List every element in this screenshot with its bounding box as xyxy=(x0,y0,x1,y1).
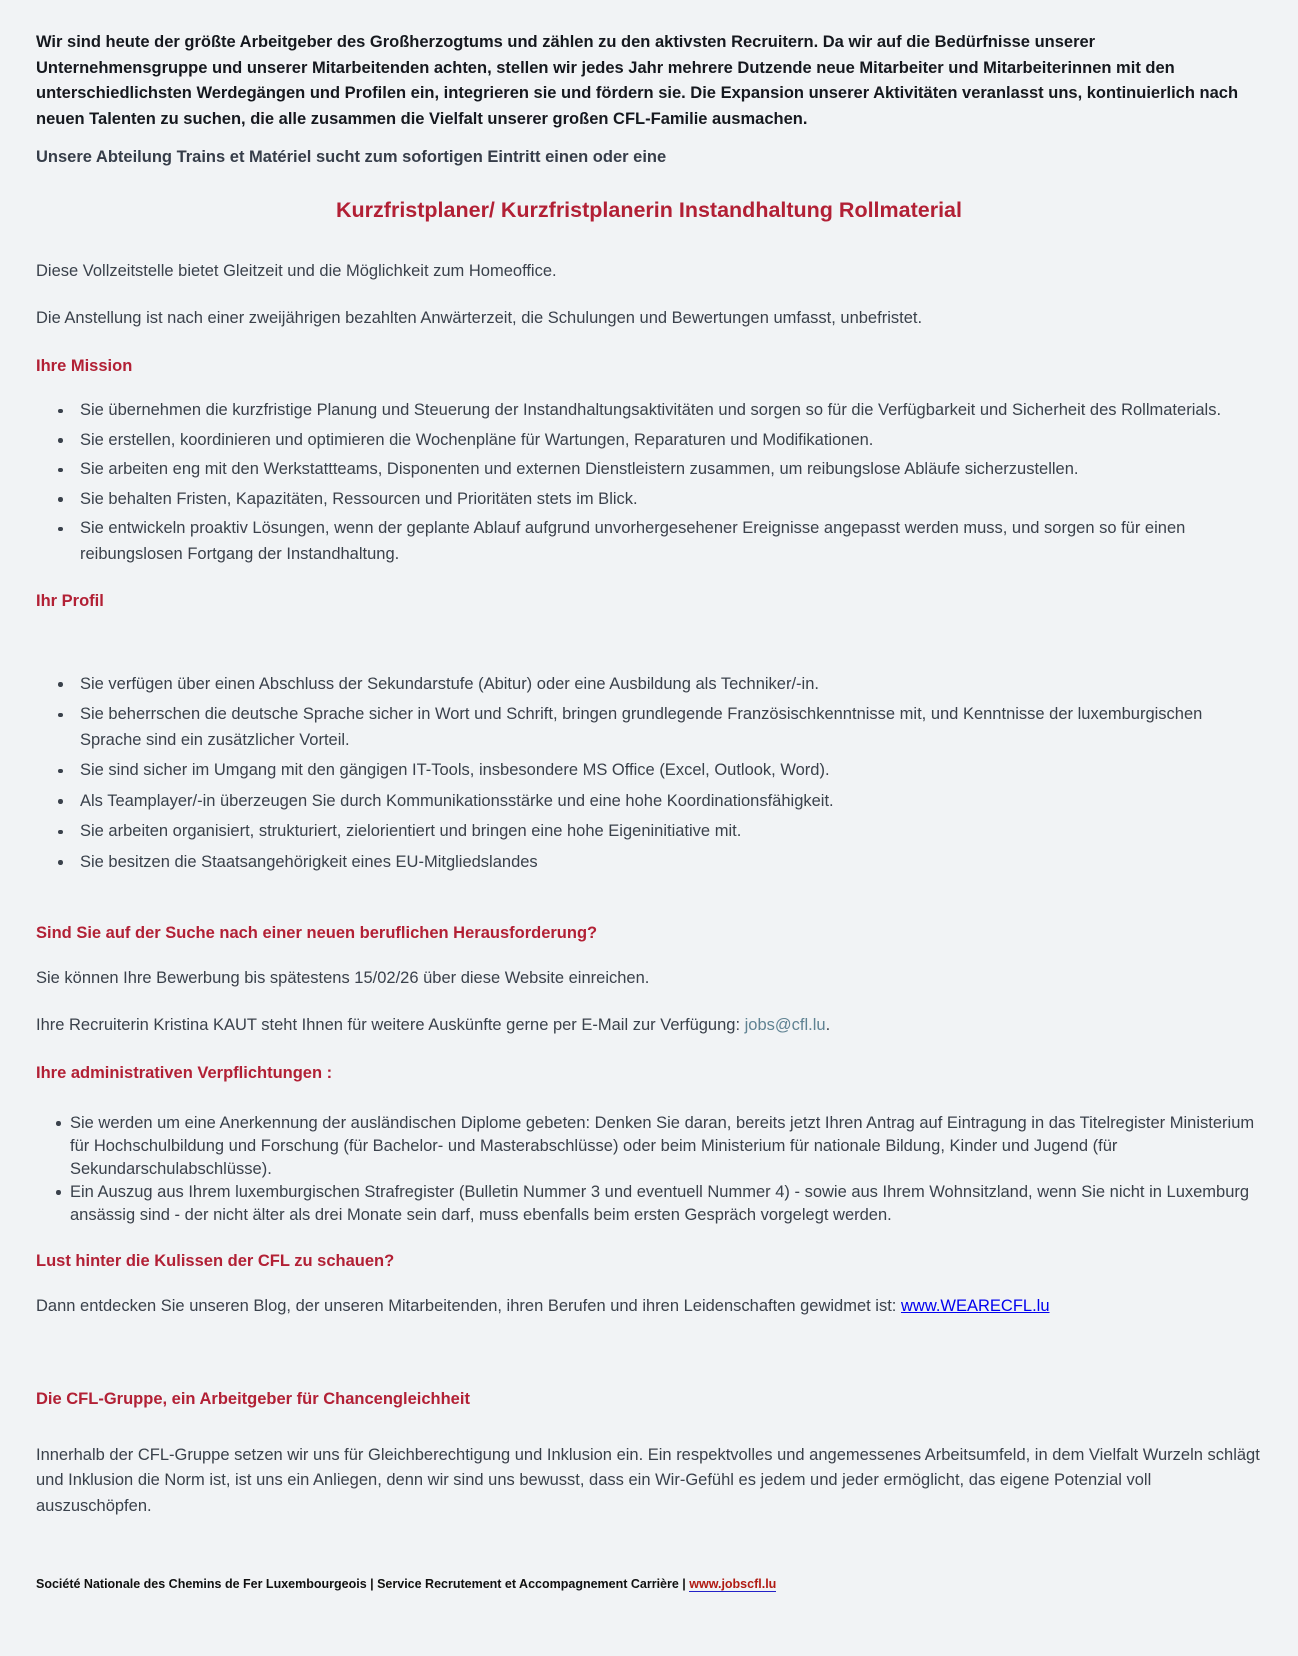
list-item: Sie entwickeln proaktiv Lösungen, wenn der geplante Ablauf aufgrund unvorhergesehener Ereignisse angepasst werden muss, und sorgen so für einen reibungslosen Fortgang der Instandhaltung. xyxy=(36,516,1262,567)
list-item: Sie besitzen die Staatsangehörigkeit eines EU-Mitgliedslandes xyxy=(36,850,1262,876)
email-link[interactable]: jobs@cfl.lu xyxy=(744,1016,826,1034)
list-item: Sie übernehmen die kurzfristige Planung und Steuerung der Instandhaltungsaktivitäten und sorgen so für die Verfügbarkeit und Sicherheit des Rollmaterials. xyxy=(36,398,1262,424)
recruiter-paragraph xyxy=(36,1013,1262,1039)
employment-paragraph: Die Anstellung ist nach einer zweijährigen bezahlten Anwärterzeit, die Schulungen und Bewertungen umfasst, unbefristet. xyxy=(36,309,923,327)
list-item: Sie werden um eine Anerkennung der ausländischen Diplome gebeten: Denken Sie daran, bereits jetzt Ihren Antrag auf Eintragung in das Titelregister Ministerium für Hochschulbildung und Forschung (für Bachelor- und Masterabschlüsse) oder beim Ministerium für nationale Bildung, Kinder und Jugend (für Sekundarschulabschlüsse). xyxy=(36,1112,1262,1181)
department-line: Unsere Abteilung Trains et Matériel sucht zum sofortigen Eintritt einen oder eine xyxy=(36,148,667,166)
intro-paragraph: Wir sind heute der größte Arbeitgeber des Großherzogtums und zählen zu den aktivsten Recruitern. Da wir auf die Bedürfnisse unserer Unternehmensgruppe und unserer Mitarbeitenden achten, stellen wir jedes Jahr mehrere Dutzende neue Mitarbeiter und Mitarbeiterinnen mit den unterschiedlichsten Werdegängen und Profilen ein, integrieren sie und fördern sie. Die Expansion unserer Aktivitäten veranlasst uns, kontinuierlich nach neuen Talenten zu suchen, die alle zusammen die Vielfalt unserer großen CFL-Familie ausmachen. xyxy=(36,33,1239,128)
list-item: Sie arbeiten organisiert, strukturiert, zielorientiert und bringen eine hohe Eigeninitiative mit. xyxy=(36,819,1262,845)
profile-list xyxy=(36,672,1262,876)
deadline-paragraph: Sie können Ihre Bewerbung bis spätestens 15/02/26 über diese Website einreichen. xyxy=(36,968,650,987)
list-item: Sie beherrschen die deutsche Sprache sicher in Wort und Schrift, bringen grundlegende Französischkenntnisse mit, und Kenntnisse der luxemburgischen Sprache sind ein zusätzlicher Vorteil. xyxy=(36,702,1262,753)
admin-list xyxy=(36,1112,1262,1227)
list-item: Sie behalten Fristen, Kapazitäten, Ressourcen und Prioritäten stets im Blick. xyxy=(36,487,1262,513)
admin-heading: Ihre administrativen Verpflichtungen : xyxy=(36,1063,333,1082)
blog-link[interactable]: www.WEARECFL.lu xyxy=(900,1296,1050,1315)
recruiter-period: . xyxy=(825,1016,831,1034)
list-item: Sie erstellen, koordinieren und optimieren die Wochenpläne für Wartungen, Reparaturen und Modifikationen. xyxy=(36,428,1262,454)
footer-jobs-link[interactable]: www.jobscfl.lu xyxy=(689,1577,777,1591)
job-title: Kurzfristplaner/ Kurzfristplanerin Instandhaltung Rollmaterial xyxy=(336,197,962,222)
list-item: Sie sind sicher im Umgang mit den gängigen IT-Tools, insbesondere MS Office (Excel, Outlook, Word). xyxy=(36,758,1262,784)
blog-heading: Lust hinter die Kulissen der CFL zu schauen? xyxy=(36,1252,395,1270)
profile-heading: Ihr Profil xyxy=(36,592,104,610)
list-item: Ein Auszug aus Ihrem luxemburgischen Strafregister (Bulletin Nummer 3 und eventuell Nummer 4) - sowie aus Ihrem Wohnsitzland, wenn Sie nicht in Luxemburg ansässig sind - der nicht älter als drei Monate sein darf, muss ebenfalls beim ersten Gespräch vorgelegt werden. xyxy=(36,1181,1262,1227)
list-item: Sie arbeiten eng mit den Werkstattteams, Disponenten und externen Dienstleistern zusammen, um reibungslose Abläufe sicherzustellen. xyxy=(36,457,1262,483)
mission-heading: Ihre Mission xyxy=(36,356,133,375)
recruiter-text: Ihre Recruiterin Kristina KAUT steht Ihnen für weitere Auskünfte gerne per E-Mail zur Verfügung: xyxy=(36,1016,745,1034)
equality-paragraph: Innerhalb der CFL-Gruppe setzen wir uns für Gleichberechtigung und Inklusion ein. Ein respektvolles und angemessenes Arbeitsumfeld, in dem Vielfalt Wurzeln schlägt und Inklusion die Norm ist, ist uns ein Anliegen, denn wir sind uns bewusst, dass ein Wir-Gefühl es jedem und jeder ermöglicht, das eigene Potenzial voll auszuschöpfen. xyxy=(36,1445,1260,1515)
blog-paragraph xyxy=(36,1294,1262,1320)
search-heading: Sind Sie auf der Suche nach einer neuen beruflichen Herausforderung? xyxy=(36,924,598,942)
footer-text: Société Nationale des Chemins de Fer Luxembourgeois | Service Recrutement et Accompagnement Carrière | xyxy=(36,1577,690,1591)
footer xyxy=(36,1576,1262,1593)
equality-heading: Die CFL-Gruppe, ein Arbeitgeber für Chancengleichheit xyxy=(36,1390,470,1408)
blog-text: Dann entdecken Sie unseren Blog, der unseren Mitarbeitenden, ihren Berufen und ihren Leidenschaften gewidmet ist: xyxy=(36,1296,901,1315)
fulltime-paragraph: Diese Vollzeitstelle bietet Gleitzeit und die Möglichkeit zum Homeoffice. xyxy=(36,261,557,280)
list-item: Sie verfügen über einen Abschluss der Sekundarstufe (Abitur) oder eine Ausbildung als Techniker/-in. xyxy=(36,672,1262,698)
mission-list xyxy=(36,398,1262,567)
list-item: Als Teamplayer/-in überzeugen Sie durch Kommunikationsstärke und eine hohe Koordinationsfähigkeit. xyxy=(36,789,1262,815)
